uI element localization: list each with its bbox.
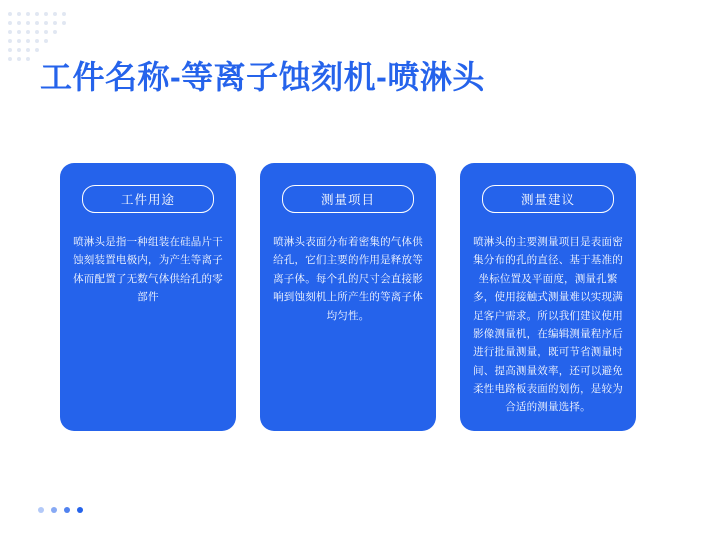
grid-dot	[62, 21, 66, 25]
card-body-text: 喷淋头的主要测量项目是表面密集分布的孔的直径、基于基准的坐标位置及平面度，测量孔繁多，使用接触式测量难以实现满足客户需求。所以我们建议使用影像测量机，在编辑测量程序后进行批量测量，既可节省测量时间、提高测量效率，还可以避免柔性电路板表面的划伤，是较为合适的测量选择。	[473, 236, 623, 414]
grid-dot	[44, 30, 48, 34]
grid-dot	[17, 21, 21, 25]
info-card-purpose	[60, 163, 236, 431]
grid-dot	[53, 12, 57, 16]
grid-dot	[53, 21, 57, 25]
grid-dot	[44, 39, 48, 43]
grid-dot	[8, 39, 12, 43]
grid-dot	[17, 30, 21, 34]
info-card-measurement-advice	[460, 163, 636, 431]
card-list	[60, 163, 660, 431]
grid-dot	[26, 12, 30, 16]
grid-dot	[35, 21, 39, 25]
grid-dot	[26, 30, 30, 34]
grid-dot	[17, 48, 21, 52]
grid-dot	[26, 57, 30, 61]
dot-row-decoration-icon	[38, 507, 83, 513]
dot-1	[38, 507, 44, 513]
card-badge-label: 工件用途	[82, 185, 214, 213]
card-body-text: 喷淋头是指一种组装在硅晶片干蚀刻装置电极内，为产生等离子体而配置了无数气体供给孔的零部件	[73, 236, 223, 304]
grid-dot	[26, 48, 30, 52]
grid-dot	[26, 21, 30, 25]
grid-dot	[35, 48, 39, 52]
grid-dot	[44, 12, 48, 16]
grid-dot	[8, 21, 12, 25]
grid-dot	[17, 57, 21, 61]
dot-4	[77, 507, 83, 513]
grid-dot	[35, 12, 39, 16]
card-body-text: 喷淋头表面分布着密集的气体供给孔，它们主要的作用是释放等离子体。每个孔的尺寸会直接影响到蚀刻机上所产生的等离子体均匀性。	[273, 236, 423, 322]
info-card-measurement-items	[260, 163, 436, 431]
grid-dot	[44, 21, 48, 25]
grid-dot	[17, 39, 21, 43]
grid-dot	[53, 30, 57, 34]
card-badge-label: 测量项目	[282, 185, 414, 213]
grid-dot	[8, 57, 12, 61]
grid-dot	[8, 30, 12, 34]
grid-dot	[35, 30, 39, 34]
grid-dot	[8, 12, 12, 16]
grid-dot	[17, 12, 21, 16]
dot-3	[64, 507, 70, 513]
grid-dot	[62, 12, 66, 16]
grid-dot	[8, 48, 12, 52]
card-badge-label: 测量建议	[482, 185, 614, 213]
dot-2	[51, 507, 57, 513]
page-title: 工件名称-等离子蚀刻机-喷淋头	[40, 59, 485, 95]
grid-dot	[35, 39, 39, 43]
grid-dot	[26, 39, 30, 43]
